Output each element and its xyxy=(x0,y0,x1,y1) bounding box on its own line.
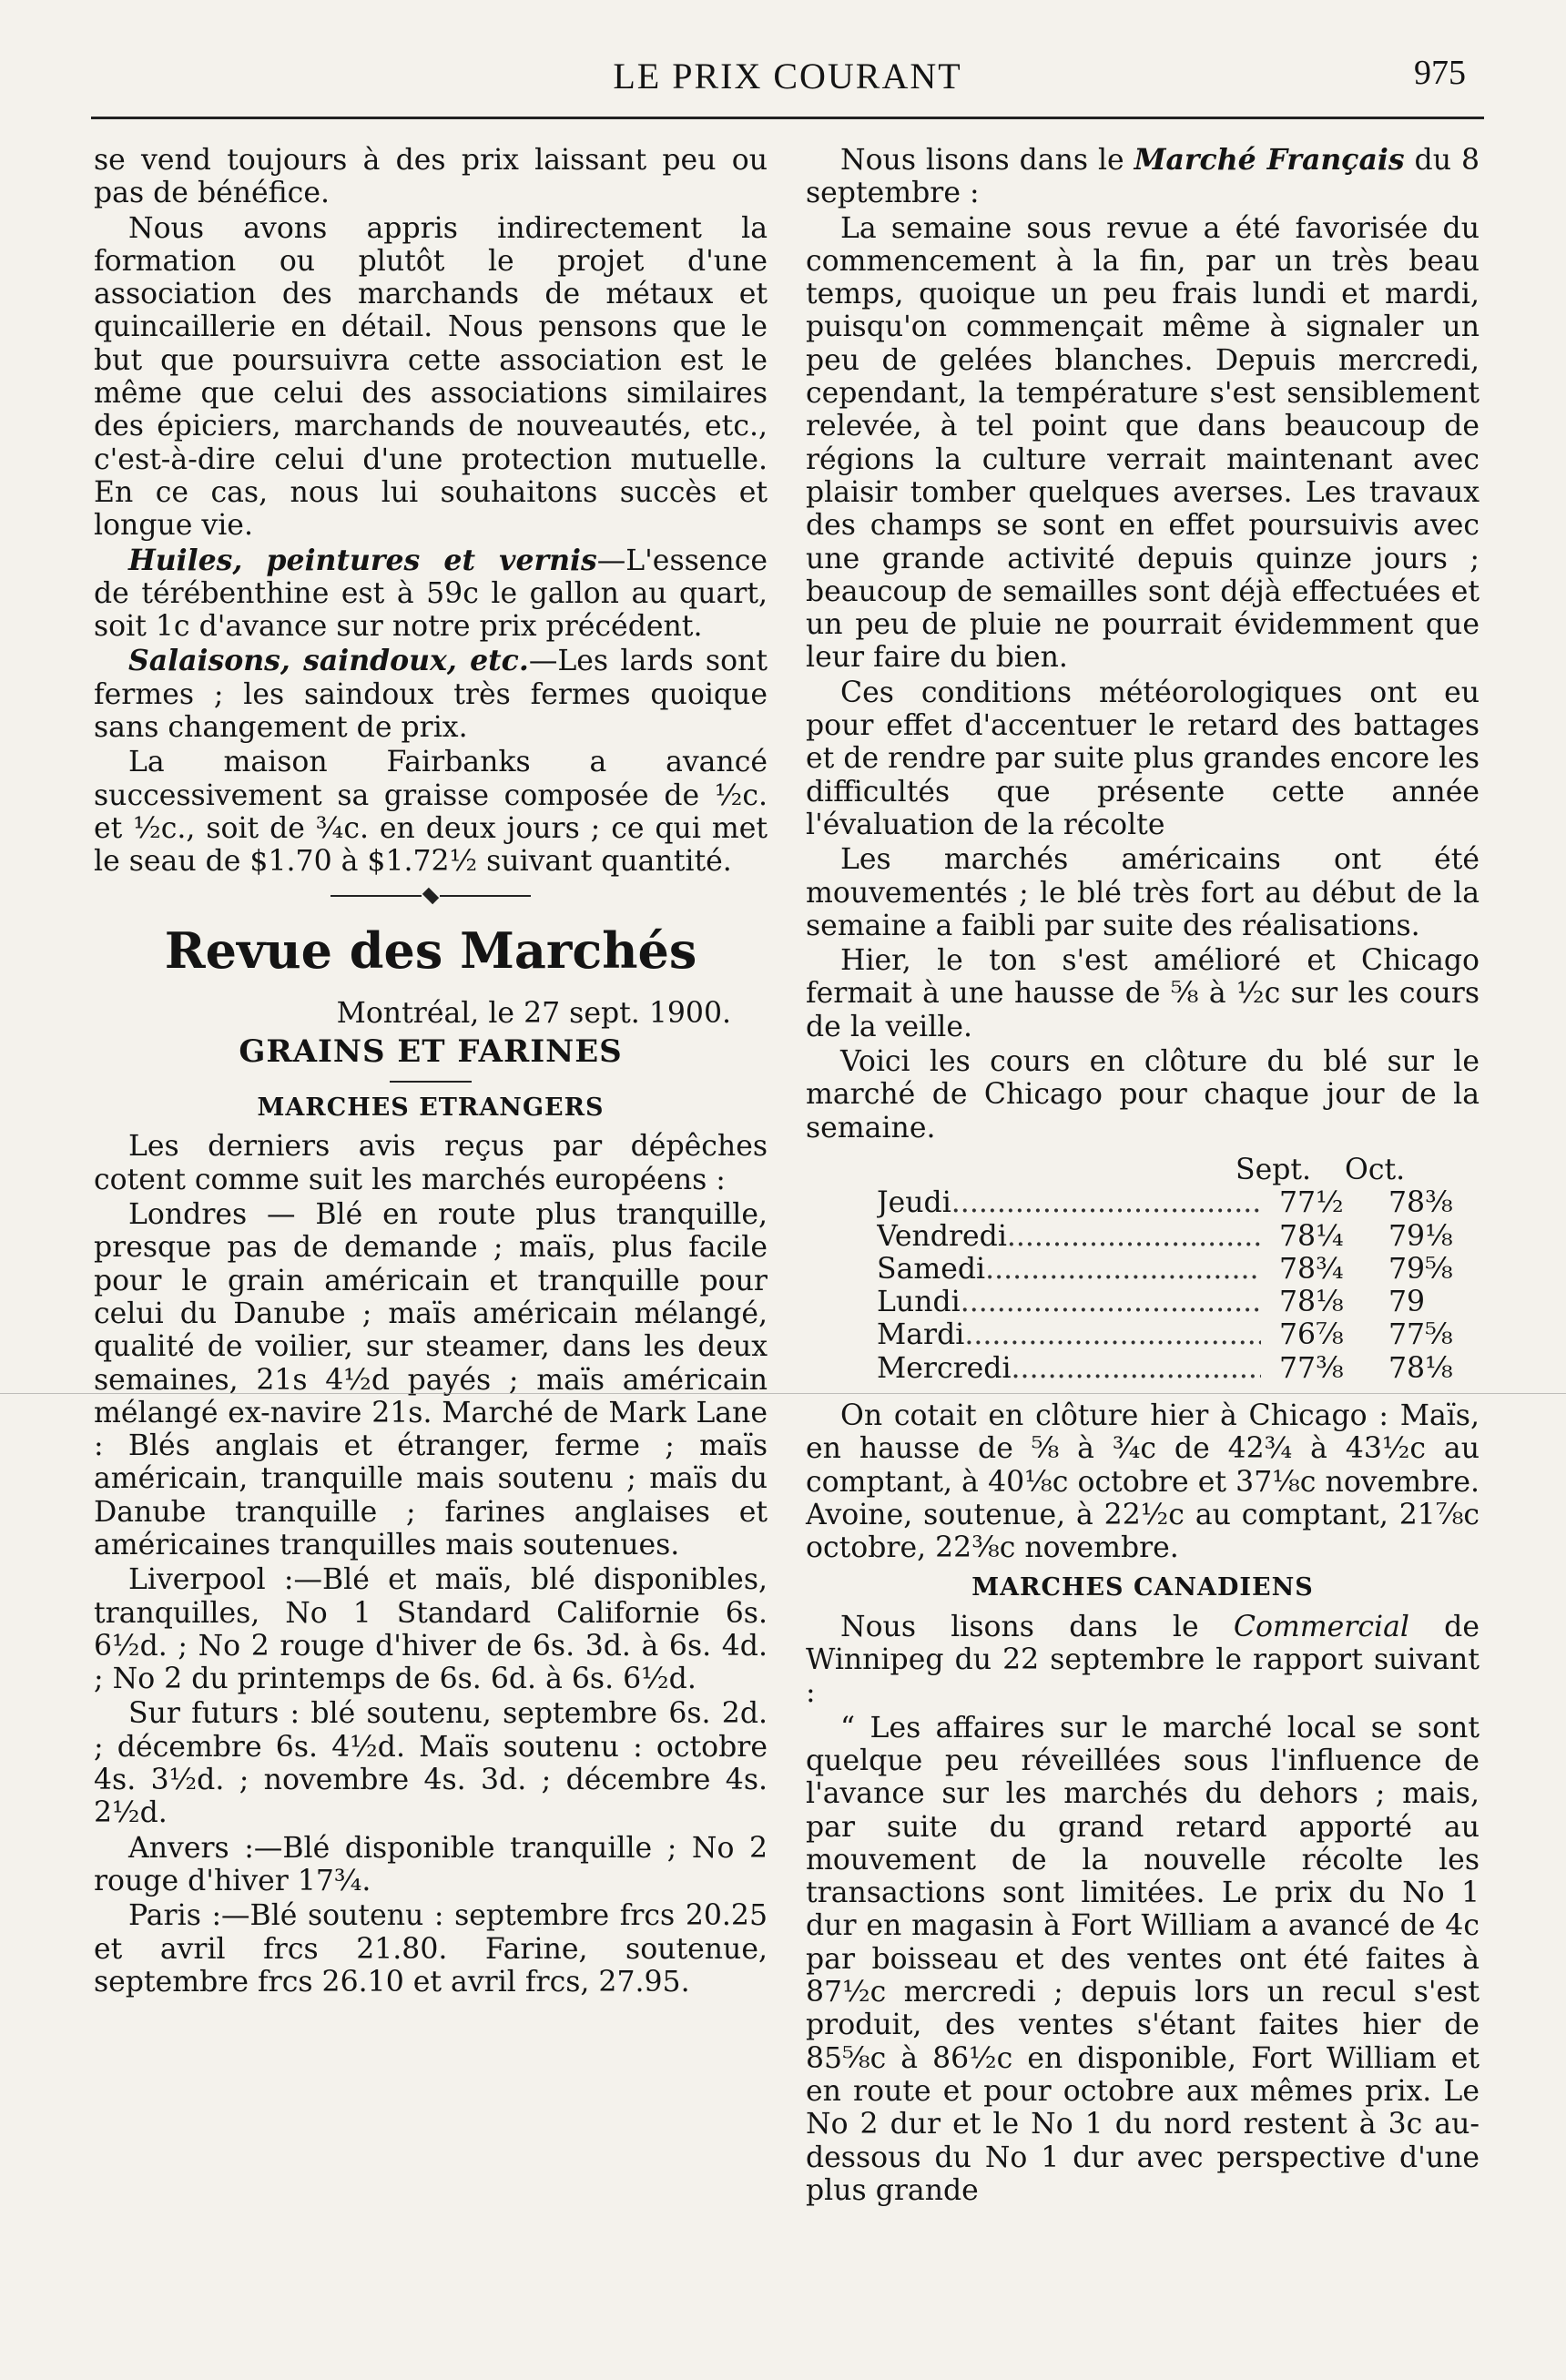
paragraph xyxy=(806,1611,1480,1710)
paragraph: Les derniers avis reçus par dépêches cotent comme suit les marchés européens : xyxy=(94,1130,768,1196)
paragraph: Sur futurs : blé soutenu, septembre 6s. 2d. ; décembre 6s. 4½d. Maïs soutenu : octobre 4s. 3½d. ; novembre 4s. 3d. ; décembre 4s. 2½d. xyxy=(94,1697,768,1830)
table-cell-day: Mercredi xyxy=(877,1351,1012,1385)
table-cell-day: Samedi xyxy=(877,1252,986,1286)
table-cell-sept: 78⅛ xyxy=(1279,1286,1344,1319)
column-header-oct: Oct. xyxy=(1345,1153,1406,1186)
right-column xyxy=(806,144,1480,2209)
rubric: Salaisons, saindoux, etc. xyxy=(128,644,529,678)
short-rule xyxy=(390,1081,472,1083)
paragraph-text: Nous lisons dans le xyxy=(840,144,1134,177)
paragraph: Ces conditions météorologiques ont eu pour effet d'accentuer le retard des battages et de rendre par suite plus grandes encore les difficultés que présente cette année l'évaluation de la récolte xyxy=(806,676,1480,841)
paragraph-text: de Winnipeg du 22 septembre le rapport suivant : xyxy=(806,1610,1480,1710)
paragraph: Londres — Blé en route plus tranquille, presque pas de demande ; maïs, plus facile pour le grain américain et tranquille pour celui du Danube ; maïs américain mélangé, qualité de voilier, sur steamer, dans les deux semaines, 21s 4½d payés ; maïs américain mélangé ex-navire 21s. Marché de Mark Lane : Blés anglais et étranger, ferme ; maïs américain, tranquille mais soutenu ; maïs du Danube tranquille ; farines anglaises et américaines tranquilles mais soutenues. xyxy=(94,1198,768,1561)
paragraph: Les marchés américains ont été mouvementés ; le blé très fort au début de la semaine a faibli par suite des réalisations. xyxy=(806,843,1480,942)
column-header-sept: Sept. xyxy=(1236,1153,1312,1186)
table-cell-oct: 79⅛ xyxy=(1388,1219,1453,1253)
paragraph: La maison Fairbanks a avancé successivement sa graisse composée de ½c. et ½c., soit de ¾c. en deux jours ; ce qui met le seau de $1.70 à $1.72½ suivant quantité. xyxy=(94,746,768,879)
running-head xyxy=(91,47,1484,102)
paragraph: La semaine sous revue a été favorisée du commencement à la fin, par un très beau temps, quoique un peu frais lundi et mardi, puisqu'on commençait même à signaler un peu de gelées blanches. Depuis mercredi, cependant, la température s'est sensiblement relevée, à tel point que dans beaucoup de régions la culture verrait maintenant avec plaisir tomber quelques averses. Les travaux des champs se sont en effet poursuivis avec une grande activité depuis quinze jours ; beaucoup de semailles sont déjà effectuées et un peu de pluie ne pourrait évidemment que leur faire du bien. xyxy=(806,211,1480,675)
paragraph-text: —L'essence de térébenthine est à 59c le gallon au quart, soit 1c d'avance sur notre prix précédent. xyxy=(94,544,768,644)
paragraph xyxy=(806,144,1480,210)
table-cell-oct: 78⅜ xyxy=(1388,1186,1453,1220)
dateline: Montréal, le 27 sept. 1900. xyxy=(336,996,731,1030)
paragraph-text: Nous lisons dans le xyxy=(840,1610,1234,1643)
section-title: Revue des Marchés xyxy=(164,920,697,980)
subhead-grains: GRAINS ET FARINES xyxy=(239,1032,623,1070)
table-cell-day: Mardi xyxy=(877,1318,965,1352)
table-cell-sept: 78¼ xyxy=(1279,1219,1344,1253)
table-row xyxy=(806,1352,1480,1385)
table-cell-sept: 76⅞ xyxy=(1279,1318,1344,1352)
table-header xyxy=(806,1154,1480,1186)
table-row xyxy=(806,1220,1480,1253)
table-cell-day: Vendredi xyxy=(877,1219,1007,1253)
paragraph: Anvers :—Blé disponible tranquille ; No 2 rouge d'hiver 17¾. xyxy=(94,1831,768,1897)
table-row xyxy=(806,1286,1480,1318)
table-row xyxy=(806,1318,1480,1351)
paragraph xyxy=(94,544,768,644)
page-fold-line xyxy=(0,1393,1566,1394)
header-rule xyxy=(91,117,1484,119)
subhead-canadiens: MARCHES CANADIENS xyxy=(971,1573,1314,1602)
ornament-divider xyxy=(94,891,768,900)
publication-title: Commercial xyxy=(1233,1610,1409,1643)
table-cell-sept: 77½ xyxy=(1279,1186,1344,1220)
paragraph-text: —Les lards sont fermes ; les saindoux très fermes quoique sans changement de prix. xyxy=(94,645,768,745)
paragraph: Nous avons appris indirectement la formation ou plutôt le projet d'une association des marchands de métaux et quincaillerie en détail. Nous pensons que le but que poursuivra cette association est le même que celui des associations similaires des épiciers, marchands de nouveautés, etc., c'est-à-dire celui d'une protection mutuelle. En ce cas, nous lui souhaitons succès et longue vie. xyxy=(94,211,768,543)
publication-title: Marché Français xyxy=(1134,143,1405,177)
table-cell-day: Lundi xyxy=(877,1286,961,1319)
table-row xyxy=(806,1253,1480,1286)
table-cell-oct: 77⅝ xyxy=(1388,1318,1453,1352)
paragraph: Paris :—Blé soutenu : septembre frcs 20.25 et avril frcs 21.80. Farine, soutenue, septembre frcs 26.10 et avril frcs, 27.95. xyxy=(94,1899,768,1999)
rubric: Huiles, peintures et vernis xyxy=(128,543,597,577)
subhead-etrangers: MARCHES ETRANGERS xyxy=(257,1093,605,1123)
table-cell-day: Jeudi xyxy=(877,1186,951,1220)
paragraph: “ Les affaires sur le marché local se sont quelque peu réveillées sous l'influence de l'avance sur les marchés du dehors ; mais, par suite du grand retard apporté au mouvement de la nouvelle récolte les transactions sont limitées. Le prix du No 1 dur en magasin à Fort William a avancé de 4c par boisseau et des ventes ont été faites à 87½c mercredi ; depuis lors un recul s'est produit, des ventes s'étant faites hier de 85⅝c à 86½c en disponible, Fort William et en route et pour octobre aux mêmes prix. Le No 2 dur et le No 1 du nord restent à 3c au-dessous du No 1 dur avec perspective d'une plus grande xyxy=(806,1711,1480,2207)
paragraph: On cotait en clôture hier à Chicago : Maïs, en hausse de ⅝ à ¾c de 42¾ à 43½c au comptant, à 40⅛c octobre et 37⅛c novembre. Avoine, soutenue, à 22½c au comptant, 21⅞c octobre, 22⅜c novembre. xyxy=(806,1399,1480,1565)
chicago-wheat-table xyxy=(806,1154,1480,1385)
table-cell-oct: 79 xyxy=(1388,1286,1426,1319)
paragraph xyxy=(94,645,768,744)
paragraph-text: du 8 septembre : xyxy=(806,144,1480,210)
left-column xyxy=(94,144,768,2000)
paragraph: se vend toujours à des prix laissant peu ou pas de bénéfice. xyxy=(94,144,768,210)
table-cell-oct: 78⅛ xyxy=(1388,1351,1453,1385)
table-cell-sept: 78¾ xyxy=(1279,1252,1344,1286)
running-title: LE PRIX COURANT xyxy=(613,56,962,97)
page-number: 975 xyxy=(1414,54,1466,92)
paragraph: Liverpool :—Blé et maïs, blé disponibles, tranquilles, No 1 Standard Californie 6s. 6½d. ; No 2 rouge d'hiver de 6s. 3d. à 6s. 4d. ; No 2 du printemps de 6s. 6d. à 6s. 6½d. xyxy=(94,1563,768,1696)
table-cell-sept: 77⅜ xyxy=(1279,1351,1344,1385)
paragraph: Hier, le ton s'est amélioré et Chicago fermait à une hausse de ⅝ à ½c sur les cours de la veille. xyxy=(806,944,1480,1043)
table-cell-oct: 79⅝ xyxy=(1388,1252,1453,1286)
paragraph: Voici les cours en clôture du blé sur le marché de Chicago pour chaque jour de la semaine. xyxy=(806,1045,1480,1144)
table-row xyxy=(806,1186,1480,1219)
